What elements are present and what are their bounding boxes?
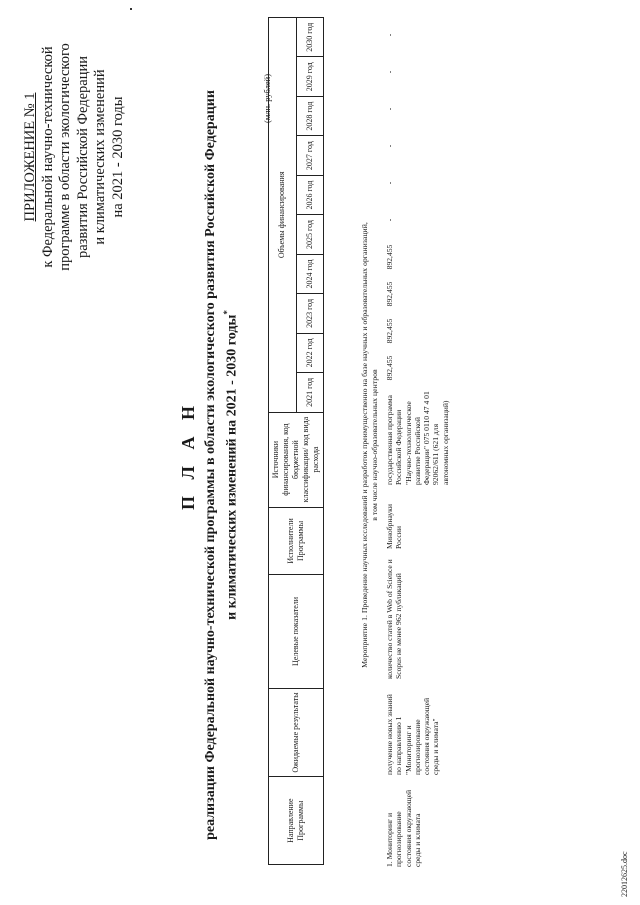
appendix-block [22,27,127,287]
cell-source: государственная программа Российской Федерации "Научно-технологическое развитие Российской Федерации" 075 0110 47 4 01 92062/611 (621 для автономных организаций) [385,391,450,485]
cell-value-2023: 892,455 [385,281,394,307]
units-label: (млн. рублей) [262,73,272,123]
cell-value-2022: 892,455 [385,318,394,344]
plan-subtitle-text: и климатических изменений на 2021 - 2030 годы [224,314,240,620]
cell-value-2025: - [385,218,394,222]
cell-value-2030: - [385,33,394,37]
appendix-line: ПРИЛОЖЕНИЕ № 1 [22,92,38,222]
table-header-row [269,18,297,865]
plan-subtitle [202,65,241,865]
plan-table [268,17,324,865]
plan-title: П Л А Н [178,400,198,510]
cell-value-2028: - [385,107,394,111]
year-header: 2023 год [296,294,324,333]
year-header: 2026 год [296,175,324,214]
year-header: 2029 год [296,57,324,96]
header-direction: Направление Программы [269,777,324,865]
year-header: 2030 год [296,18,324,58]
cell-value-2029: - [385,70,394,74]
year-header: 2022 год [296,333,324,372]
cell-value-2024: 892,455 [385,244,394,270]
footnote-mark: * [222,310,232,315]
year-header: 2024 год [296,254,324,293]
plan-subtitle-line [219,65,241,865]
cell-value-2021: 892,455 [385,355,394,381]
header-funding: Объемы финансирования [269,18,297,413]
appendix-line: и климатических изменений [92,69,108,245]
cell-indicator: количество статей в Web of Science и Scopus не менее 962 публикаций [385,559,404,679]
document-id: 22012625.doc [620,851,629,897]
appendix-line: программе в области экологического [57,43,73,271]
event-heading [360,125,380,765]
cell-value-2026: - [385,181,394,185]
year-header: 2028 год [296,96,324,135]
appendix-line: к Федеральной научно-технической [39,46,56,268]
year-header: 2025 год [296,215,324,254]
event-line: Мероприятие 1. Проведение научных исследований и разработок преимущественно на базе научных и образовательных организаций, [360,222,369,668]
header-source: Источники финансирования, код бюджетной классификации/ код вида расхода [269,412,324,507]
year-header: 2021 год [296,373,324,412]
event-line: в том числе научно-образовательных центров [370,369,379,521]
cell-value-2027: - [385,144,394,148]
cell-executor: Минобрнауки России [385,504,404,549]
plan-subtitle-line: реализации Федеральной научно-технической программы в области экологического развития Российской Федерации [203,90,218,840]
appendix-line: на 2021 - 2030 годы [109,96,126,218]
cell-direction: 1. Мониторинг и прогнозирование состояния окружающей среды и климата [385,789,422,867]
header-executors: Исполнители Программы [269,507,324,575]
year-header: 2027 год [296,136,324,175]
header-results: Ожидаемые результаты [269,688,324,777]
appendix-line: развития Российской Федерации [74,56,91,258]
cell-result: получение новых знаний по направлению 1 "Мониторинг и прогнозирование состояния окружающей среды и климата" [385,694,441,775]
header-indicators: Целевые показатели [269,575,324,688]
